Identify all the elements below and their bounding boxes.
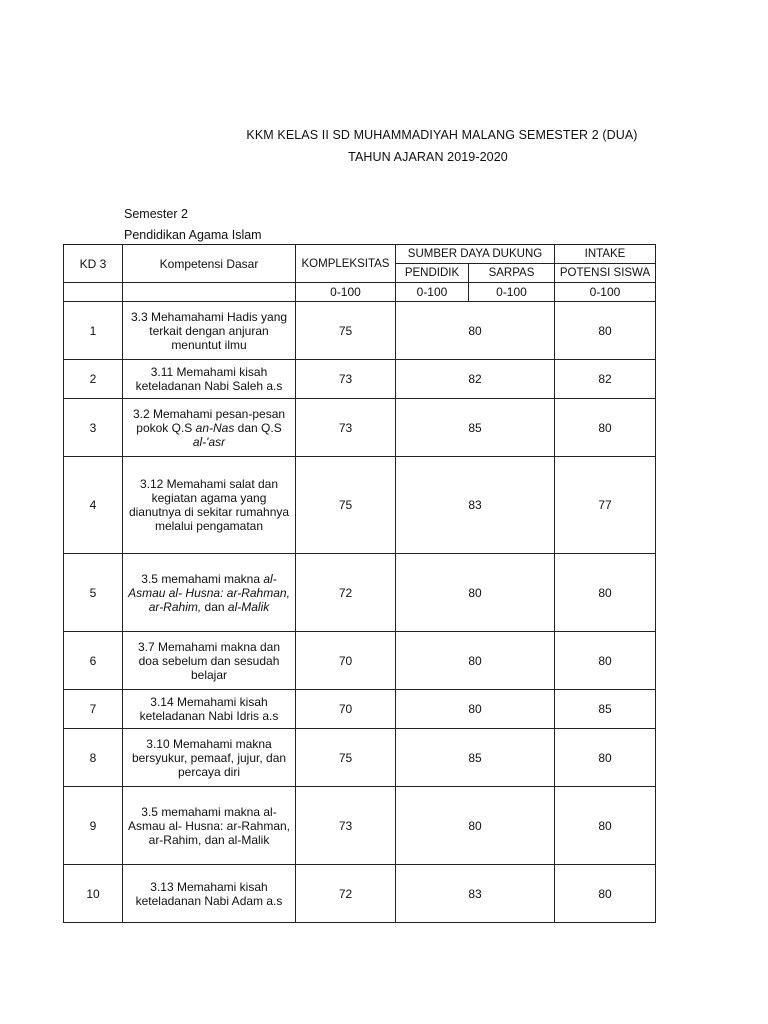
kompleksitas-value: 72 [296, 865, 396, 923]
semester-label: Semester 2 [124, 207, 188, 221]
kd-text-italic: al-Malik [227, 599, 270, 614]
document-title: KKM KELAS II SD MUHAMMADIYAH MALANG SEMESTER 2 (DUA) [246, 128, 638, 142]
kd-line: Asmau al- Husna: ar-Rahman, [127, 818, 291, 833]
kompleksitas-value: 73 [296, 399, 396, 457]
table-row [64, 554, 656, 632]
kd-line: Asmau al- Husna: ar-Rahman, [128, 585, 290, 600]
header-pendidik: PENDIDIK [396, 264, 469, 283]
kd-line: belajar [190, 667, 228, 682]
intake-value: 80 [555, 787, 656, 865]
kompleksitas-value: 75 [296, 729, 396, 787]
range-kompleksitas: 0-100 [296, 283, 396, 302]
kompleksitas-value: 70 [296, 690, 396, 729]
row-number: 1 [64, 302, 123, 360]
kd-line: menuntut ilmu [171, 337, 247, 352]
sumber-daya-value: 80 [396, 302, 555, 360]
kd-line: melalui pengamatan [154, 519, 264, 533]
kd-line: ar-Rahim, dan al-Malik [148, 832, 270, 847]
kd-line: terkait dengan anjuran [149, 323, 269, 338]
header-sarpas: SARPAS [469, 264, 555, 283]
kompleksitas-value: 73 [296, 787, 396, 865]
kompetensi-cell [123, 632, 296, 690]
subject-label: Pendidikan Agama Islam [124, 228, 262, 242]
table-row [64, 787, 656, 865]
row-number: 2 [64, 360, 123, 399]
sumber-daya-value: 82 [396, 360, 555, 399]
kompetensi-cell [123, 302, 296, 360]
kd-line: 3.14 Memahami kisah [150, 695, 268, 709]
sumber-daya-value: 83 [396, 457, 555, 554]
header-blank [64, 283, 123, 302]
row-number: 6 [64, 632, 123, 690]
kompetensi-cell [123, 399, 296, 457]
table-row [64, 865, 656, 923]
header-intake: INTAKE [555, 245, 656, 264]
kd-line: dianutnya di sekitar rumahnya [128, 505, 290, 519]
kd-text-italic: ar-Rahim, [148, 599, 202, 614]
intake-value: 82 [555, 360, 656, 399]
header-blank [123, 283, 296, 302]
document-subtitle: TAHUN AJARAN 2019-2020 [348, 150, 508, 164]
range-potensi: 0-100 [555, 283, 656, 302]
kd-line: keteladanan Nabi Adam a.s [135, 893, 283, 908]
kd-line [123, 572, 295, 586]
row-number: 4 [64, 457, 123, 554]
kd-line: doa sebelum dan sesudah [138, 653, 280, 668]
kd-text: pokok Q.S [136, 420, 196, 435]
kd-text-italic: an-Nas [195, 420, 235, 435]
kompetensi-cell [123, 690, 296, 729]
row-number: 5 [64, 554, 123, 632]
intake-value: 80 [555, 632, 656, 690]
table-row [64, 360, 656, 399]
row-number: 10 [64, 865, 123, 923]
kd-line: 3.11 Memahami kisah [150, 365, 268, 379]
table-row [64, 632, 656, 690]
table-row [64, 690, 656, 729]
kompleksitas-value: 75 [296, 302, 396, 360]
kd-text-italic: al- [263, 571, 277, 586]
intake-value: 80 [555, 729, 656, 787]
kd-line: keteladanan Nabi Idris a.s [139, 709, 279, 723]
range-pendidik: 0-100 [396, 283, 469, 302]
intake-value: 80 [555, 399, 656, 457]
row-number: 9 [64, 787, 123, 865]
kompleksitas-value: 75 [296, 457, 396, 554]
kompetensi-cell [123, 865, 296, 923]
intake-value: 80 [555, 302, 656, 360]
intake-value: 80 [555, 554, 656, 632]
sumber-daya-value: 80 [396, 554, 555, 632]
kompetensi-cell [123, 729, 296, 787]
sumber-daya-value: 85 [396, 729, 555, 787]
header-kompleksitas: KOMPLEKSITAS [296, 245, 396, 283]
kd-line: 3.7 Memahami makna dan [137, 639, 281, 654]
kd-line: 3.2 Memahami pesan-pesan [132, 406, 286, 421]
kompetensi-cell [123, 787, 296, 865]
kd-line: 3.10 Memahami makna [146, 736, 272, 751]
kd-line: 3.3 Mehamahami Hadis yang [130, 309, 288, 324]
kd-line: al-'asr [192, 434, 226, 449]
kompleksitas-value: 73 [296, 360, 396, 399]
kd-line: kegiatan agama yang [151, 491, 267, 505]
kompetensi-cell [123, 554, 296, 632]
table-row [64, 399, 656, 457]
kompetensi-cell [123, 457, 296, 554]
table-row [64, 729, 656, 787]
row-number: 3 [64, 399, 123, 457]
kd-line: 3.13 Memahami kisah [150, 879, 268, 894]
kd-line [123, 600, 295, 614]
sumber-daya-value: 83 [396, 865, 555, 923]
kd-text: dan Q.S [234, 420, 282, 435]
kkm-table [63, 244, 656, 923]
row-number: 7 [64, 690, 123, 729]
kd-line: 3.12 Memahami salat dan [139, 477, 279, 491]
header-sumber-daya: SUMBER DAYA DUKUNG [396, 245, 555, 264]
header-potensi-siswa: POTENSI SISWA [555, 264, 656, 283]
kd-line: keteladanan Nabi Saleh a.s [135, 379, 283, 393]
table-row [64, 302, 656, 360]
kd-line: bersyukur, pemaaf, jujur, dan [131, 750, 287, 765]
kompetensi-cell [123, 360, 296, 399]
range-sarpas: 0-100 [469, 283, 555, 302]
header-kompetensi: Kompetensi Dasar [123, 245, 296, 283]
intake-value: 80 [555, 865, 656, 923]
sumber-daya-value: 80 [396, 690, 555, 729]
kompleksitas-value: 72 [296, 554, 396, 632]
kd-text: dan [201, 599, 228, 614]
kd-line: 3.5 memahami makna al- [141, 804, 277, 819]
sumber-daya-value: 80 [396, 787, 555, 865]
kompleksitas-value: 70 [296, 632, 396, 690]
intake-value: 85 [555, 690, 656, 729]
row-number: 8 [64, 729, 123, 787]
intake-value: 77 [555, 457, 656, 554]
sumber-daya-value: 85 [396, 399, 555, 457]
kd-line [123, 421, 295, 435]
kd-line: percaya diri [177, 764, 241, 779]
header-kd: KD 3 [64, 245, 123, 283]
table-row [64, 457, 656, 554]
kd-text: 3.5 memahami makna [141, 571, 264, 586]
sumber-daya-value: 80 [396, 632, 555, 690]
